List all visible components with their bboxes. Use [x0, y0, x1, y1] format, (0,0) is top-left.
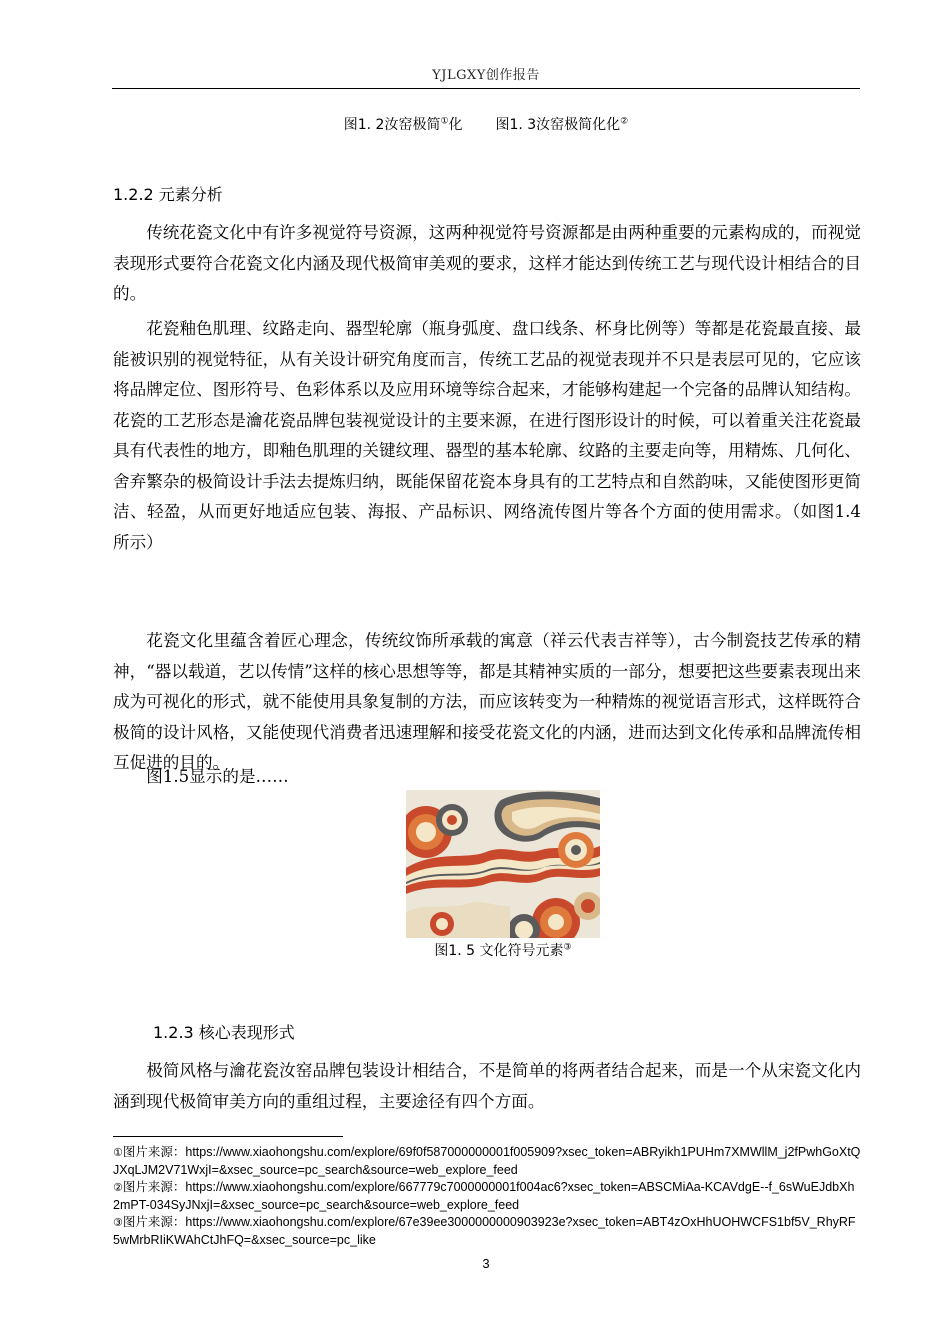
fig13-caption: 图1. 3汝窑极简化化 — [495, 117, 621, 133]
page-header: YJLGXY创作报告 — [432, 68, 540, 83]
figure-1-5-footnote-mark[interactable]: ③ — [563, 942, 572, 953]
header-rule — [112, 88, 860, 89]
figure-captions-row — [112, 114, 860, 134]
footnote-3-text[interactable]: 图片来源：https://www.xiaohongshu.com/explore/67e39ee3000000000903923e?xsec_token=ABT4zOxHhUOHWCFS1bf5V_RhyRF5wMrbRIiKWAhCtJhFQ=&xsec_source=pc_like — [113, 1215, 856, 1247]
fig12-footnote-mark[interactable]: ① — [440, 116, 449, 127]
fig13-footnote-mark[interactable]: ② — [620, 116, 629, 127]
footnote-2-mark: ② — [113, 1181, 123, 1194]
footnote-1-text[interactable]: 图片来源：https://www.xiaohongshu.com/explore/69f0f587000000001f005909?xsec_token=ABRyikh1PUHm7XMWllM_j2fPwhGoXtQJXqLJM2V71WxjI=&xsec_source=pc_search&source=web_explore_feed — [113, 1145, 861, 1177]
paragraph-5: 极简风格与瀹花瓷汝窑品牌包装设计相结合，不是简单的将两者结合起来，而是一个从宋瓷文化内涵到现代极简审美方向的重组过程，主要途径有四个方面。 — [113, 1061, 861, 1111]
paragraph-2: 花瓷釉色肌理、纹路走向、器型轮廓（瓶身弧度、盘口线条、杯身比例等）等都是花瓷最直接、最能被识别的视觉特征，从有关设计研究角度而言，传统工艺品的视觉表现并不只是表层可见的，它应该将品牌定位、图形符号、色彩体系以及应用环境等综合起来，才能够构建起一个完备的品牌认知结构。花瓷的工艺形态是瀹花瓷品牌包装视觉设计的主要来源，在进行图形设计的时候，可以着重关注花瓷最具有代表性的地方，即釉色肌理的关键纹理、器型的基本轮廓、纹路的主要走向等，用精炼、几何化、舍弃繁杂的极简设计手法去提炼归纳，既能保留花瓷本身具有的工艺特点和自然韵味，又能使图形更简洁、轻盈，从而更好地适应包装、海报、产品标识、网络流传图片等各个方面的使用需求。（如图1.4所示） — [113, 319, 861, 552]
paragraph-1: 传统花瓷文化中有许多视觉符号资源，这两种视觉符号资源都是由两种重要的元素构成的，而视觉表现形式要符合花瓷文化内涵及现代极简审美观的要求，这样才能达到传统工艺与现代设计相结合的目的。 — [113, 223, 861, 303]
footnote-3-mark: ③ — [113, 1216, 123, 1229]
fig12-caption: 图1. 2汝窑极简 — [343, 117, 441, 133]
paragraph-4: 图1.5显示的是…… — [146, 767, 289, 786]
footnote-1-mark: ① — [113, 1146, 123, 1159]
footnote-1 — [113, 1144, 861, 1179]
footnote-rule — [113, 1136, 343, 1137]
fig12-caption-tail: 化 — [448, 117, 463, 133]
figure-1-5-caption — [406, 940, 600, 960]
page-number: 3 — [482, 1256, 490, 1271]
paragraph-3: 花瓷文化里蕴含着匠心理念，传统纹饰所承载的寓意（祥云代表吉祥等），古今制瓷技艺传承的精神，“器以载道，艺以传情”这样的核心思想等等，都是其精神实质的一部分，想要把这些要素表现出来成为可视化的形式，就不能使用具象复制的方法，而应该转变为一种精炼的视觉语言形式，这样既符合极简的设计风格，又能使现代消费者迅速理解和接受花瓷文化的内涵，进而达到文化传承和品牌流传相互促进的目的。 — [113, 631, 861, 772]
auspicious-cloud-illustration — [406, 790, 600, 938]
footnotes — [113, 1144, 861, 1249]
footnote-2-text[interactable]: 图片来源：https://www.xiaohongshu.com/explore/667779c7000000001f004ac6?xsec_token=ABSCMiAa-KCAVdgE--f_6sWuEJdbXh2mPT-034SyJNxjI=&xsec_source=pc_search&source=web_explore_feed — [113, 1180, 855, 1212]
figure-1-5-cloud-image — [406, 790, 600, 938]
section-heading-1-2-2: 1.2.2 元素分析 — [113, 185, 223, 204]
footnote-3 — [113, 1214, 861, 1249]
section-heading-1-2-3: 1.2.3 核心表现形式 — [153, 1023, 295, 1042]
footnote-2 — [113, 1179, 861, 1214]
figure-1-5-caption-text: 图1. 5 文化符号元素 — [434, 943, 564, 959]
